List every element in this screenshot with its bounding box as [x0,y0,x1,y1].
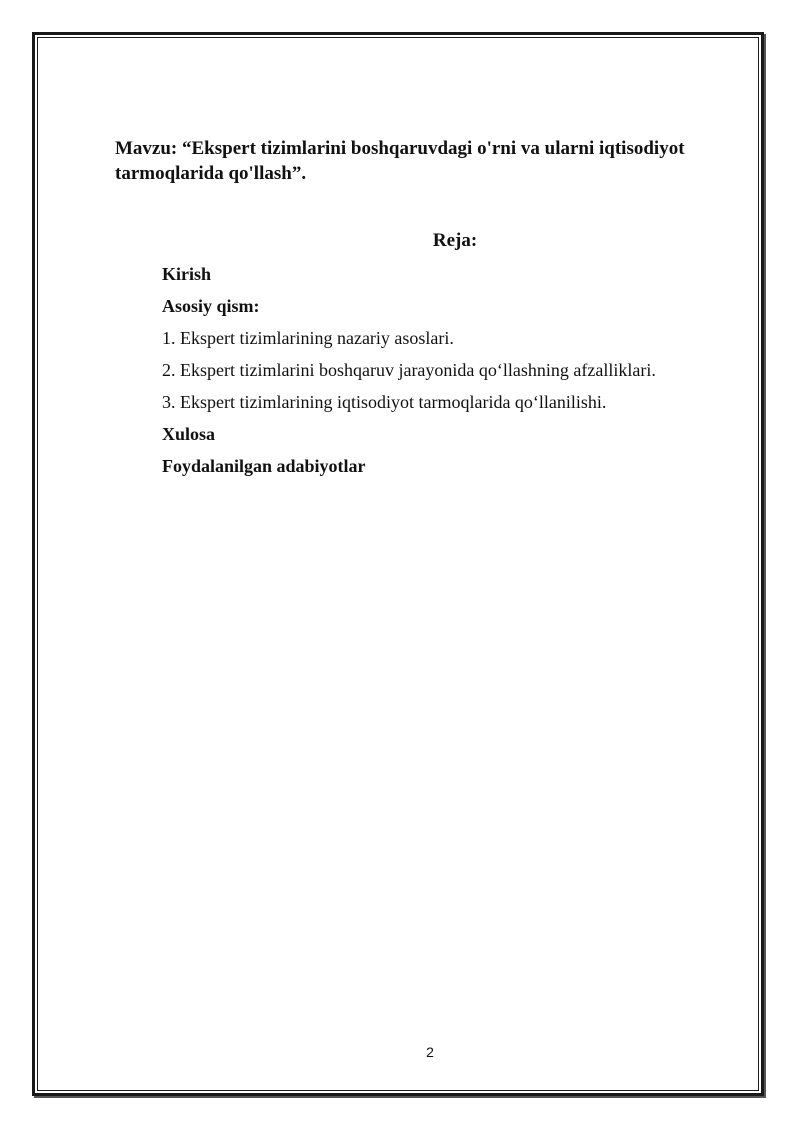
plan-list [162,262,742,486]
plan-item-introduction: Kirish [162,264,212,284]
plan-item-section-1: 1. Ekspert tizimlarining nazariy asoslari. [162,328,454,348]
page-border [32,32,764,1096]
plan-item-main-part: Asosiy qism: [162,296,260,316]
plan-item-section-3: 3. Ekspert tizimlarining iqtisodiyot tarmoqlarida qo‘llanilishi. [162,392,607,412]
plan-heading: Reja: [432,230,478,251]
plan-item-section-2: 2. Ekspert tizimlarini boshqaruv jarayonida qo‘llashning afzalliklari. [162,360,656,380]
plan-item-conclusion: Xulosa [162,424,216,444]
plan-item-references: Foydalanilgan adabiyotlar [162,456,366,476]
page-number: 2 [426,1044,434,1060]
document-topic: Mavzu: “Ekspert tizimlarini boshqaruvdagi o'rni va ularni iqtisodiyot tarmoqlarida qo'llash”. [115,138,685,184]
